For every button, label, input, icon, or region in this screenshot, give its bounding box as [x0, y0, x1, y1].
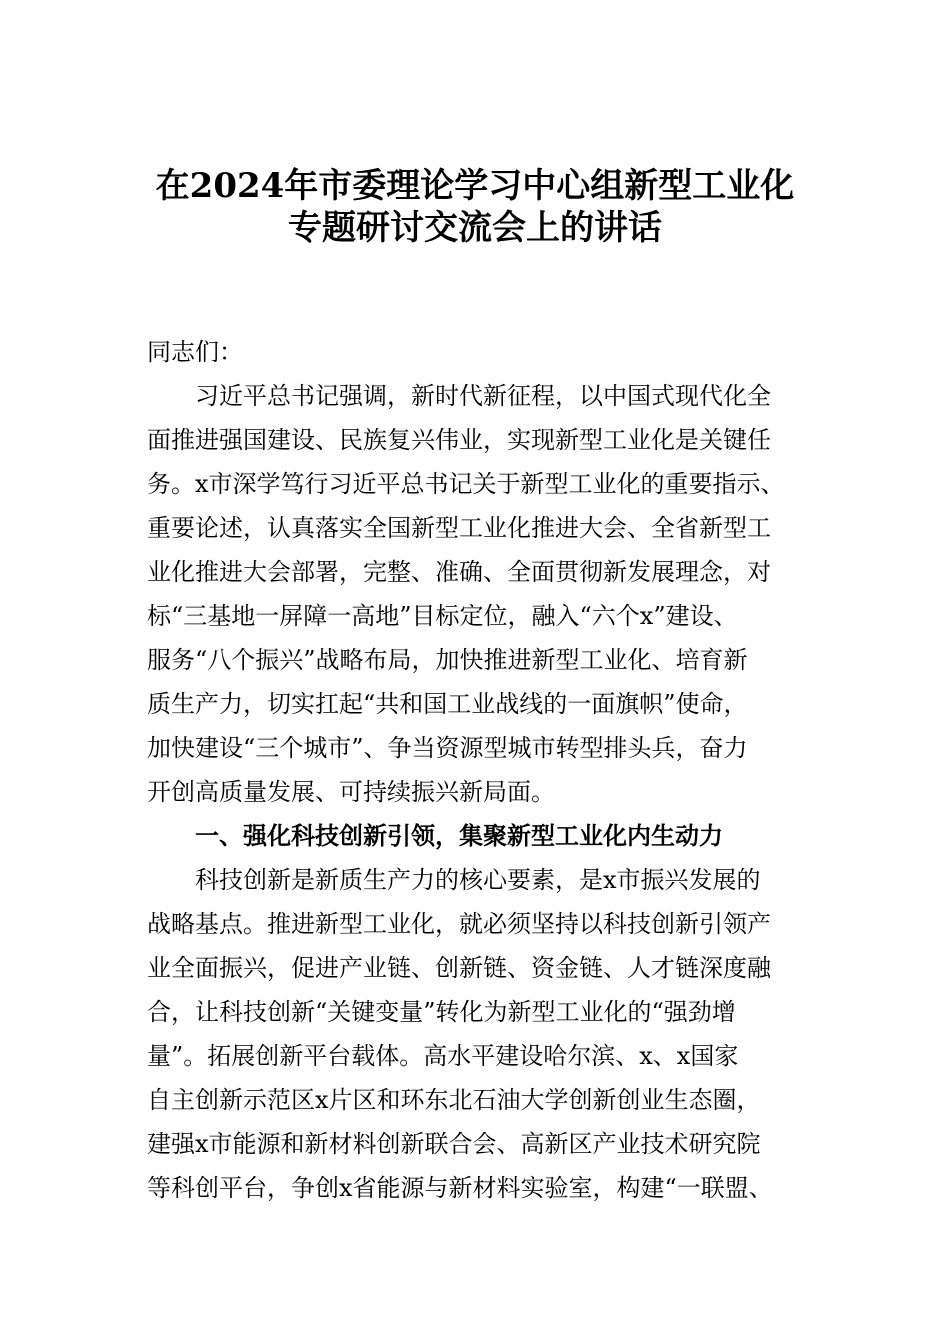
paragraph-1 — [147, 374, 827, 814]
paragraph-line: 自主创新示范区x片区和环东北石油大学创新创业生态圈， — [147, 1086, 761, 1114]
paragraph-line: 服务“八个振兴”战略布局，加快推进新型工业化、培育新 — [147, 646, 748, 674]
paragraph-line: 合，让科技创新“关键变量”转化为新型工业化的“强劲增 — [147, 998, 736, 1026]
paragraph-line: 量”。拓展创新平台载体。高水平建设哈尔滨、x、x国家 — [147, 1042, 739, 1070]
paragraph-line: 重要论述，认真落实全国新型工业化推进大会、全省新型工 — [147, 514, 771, 542]
document-title-line-2: 专题研讨交流会上的讲话 — [288, 208, 662, 248]
paragraph-line: 加快建设“三个城市”、争当资源型城市转型排头兵，奋力 — [147, 734, 748, 762]
paragraph-line: 等科创平台，争创x省能源与新材料实验室，构建“一联盟、 — [147, 1174, 773, 1202]
paragraph-line: 战略基点。推进新型工业化，就必须坚持以科技创新引领产 — [147, 910, 771, 938]
paragraph-line: 开创高质量发展、可持续振兴新局面。 — [147, 778, 555, 806]
paragraph-2 — [147, 858, 827, 1210]
paragraph-line: 标“三基地一屏障一高地”目标定位，融入“六个x”建设、 — [147, 602, 738, 630]
document-body — [147, 330, 827, 1210]
paragraph-line: 面推进强国建设、民族复兴伟业，实现新型工业化是关键任 — [147, 426, 771, 454]
paragraph-line: 建强x市能源和新材料创新联合会、高新区产业技术研究院 — [147, 1130, 761, 1158]
paragraph-line: 质生产力，切实扛起“共和国工业战线的一面旗帜”使命， — [147, 690, 748, 718]
paragraph-line: 务。x市深学笃行习近平总书记关于新型工业化的重要指示、 — [147, 470, 785, 498]
salutation: 同志们： — [147, 338, 243, 366]
paragraph-line: 业全面振兴，促进产业链、创新链、资金链、人才链深度融 — [147, 954, 771, 982]
paragraph-line: 习近平总书记强调，新时代新征程，以中国式现代化全 — [195, 382, 771, 410]
paragraph-line: 业化推进大会部署，完整、准确、全面贯彻新发展理念，对 — [147, 558, 771, 586]
paragraph-line: 科技创新是新质生产力的核心要素，是x市振兴发展的 — [195, 866, 761, 894]
section-heading-1: 一、强化科技创新引领，集聚新型工业化内生动力 — [195, 822, 723, 850]
document-title-line-1: 在2024年市委理论学习中心组新型工业化 — [155, 166, 795, 206]
